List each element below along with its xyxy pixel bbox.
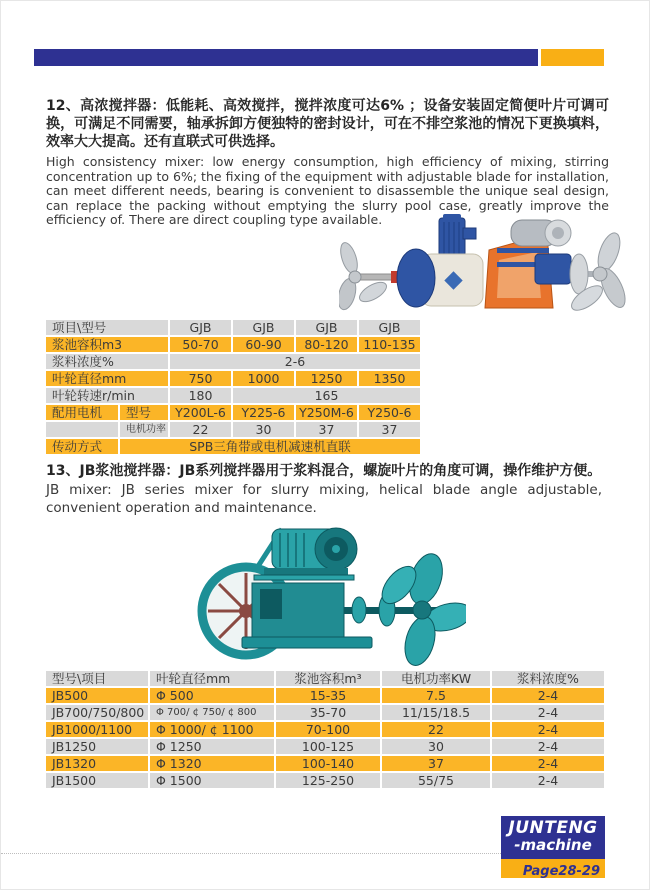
table-cell: 2-4 — [492, 722, 604, 737]
jb-spec-table — [44, 669, 606, 790]
logo-brand-box — [501, 816, 605, 859]
table-cell: 37 — [296, 422, 357, 437]
company-logo — [501, 816, 605, 878]
table-cell: 110-135 — [359, 337, 420, 352]
table-cell: 2-4 — [492, 739, 604, 754]
table-row — [46, 773, 604, 788]
table-cell: JB500 — [46, 688, 148, 703]
table-cell: 60-90 — [233, 337, 294, 352]
table-cell: 配用电机 — [46, 405, 118, 420]
table-row — [46, 422, 420, 437]
table-cell: JB1250 — [46, 739, 148, 754]
logo-brand-name: JUNTENG — [508, 818, 598, 838]
table-cell: Y250M-6 — [296, 405, 357, 420]
table-cell: 浆料浓度% — [492, 671, 604, 686]
table-cell: GJB — [296, 320, 357, 335]
table-cell: GJB — [233, 320, 294, 335]
section12-description-en: High consistency mixer: low energy consumption, high efficiency of mixing, stirring concentration up to 6%; the fixing of the equipment with adjustable blade for installation, can meet different needs, bearing is convenient to disassemble the unique seal design, can replace the packing without emptying the slurry pool case, greatly improve the efficiency of. There are direct coupling type available. — [46, 154, 609, 228]
table-cell: 型号 — [120, 405, 168, 420]
table-cell: 100-140 — [276, 756, 380, 771]
table-row — [46, 405, 420, 420]
table-row — [46, 371, 420, 386]
table-cell: SPB三角带或电机减速机直联 — [120, 439, 420, 454]
spec-table — [44, 318, 422, 456]
table-cell: 1000 — [233, 371, 294, 386]
table-row — [46, 337, 420, 352]
table-cell: 浆料浓度% — [46, 354, 168, 369]
table-cell: 叶轮直径mm — [46, 371, 168, 386]
table-cell: Y225-6 — [233, 405, 294, 420]
table-row — [46, 739, 604, 754]
frame-mounted-mixer-illustration — [485, 220, 626, 315]
table-cell: 2-6 — [170, 354, 420, 369]
table-cell: 22 — [170, 422, 231, 437]
logo-page-box — [501, 859, 605, 878]
table-cell: JB1320 — [46, 756, 148, 771]
table-cell: 1350 — [359, 371, 420, 386]
table-cell: 750 — [170, 371, 231, 386]
table-cell: 2-4 — [492, 756, 604, 771]
logo-brand-suffix: -machine — [514, 836, 592, 854]
table-row — [46, 688, 604, 703]
table-cell: 2-4 — [492, 773, 604, 788]
table-row — [46, 320, 420, 335]
table-cell: JB1000/1100 — [46, 722, 148, 737]
table-cell: 2-4 — [492, 688, 604, 703]
table-row — [46, 722, 604, 737]
section12-heading-cn: 12、高浓搅拌器：低能耗、高效搅拌，搅拌浓度可达6% ；设备安装固定简便叶片可调可换，可满足不同需要，轴承拆卸方便独特的密封设计，可在不排空浆池的情况下更换填料，效率大大提高。还有直联式可供选择。 — [46, 98, 609, 150]
table-cell: 22 — [382, 722, 490, 737]
table-row — [46, 388, 420, 403]
table-cell: 55/75 — [382, 773, 490, 788]
table-cell: 浆池容积m³ — [276, 671, 380, 686]
table-cell: Φ 700/ ¢ 750/ ¢ 800 — [150, 705, 274, 720]
table-cell: Y200L-6 — [170, 405, 231, 420]
table-cell: 11/15/18.5 — [382, 705, 490, 720]
table-row — [46, 439, 420, 454]
table-cell: 电机功率 — [120, 422, 168, 437]
table-cell: 型号\项目 — [46, 671, 148, 686]
section13-description-en: JB mixer: JB series mixer for slurry mixing, helical blade angle adjustable, convenient operation and maintenance. — [46, 482, 602, 516]
jb-mixer-photo — [194, 523, 466, 669]
table-cell: 165 — [233, 388, 420, 403]
table-row — [46, 756, 604, 771]
table-cell: 100-125 — [276, 739, 380, 754]
table-cell: 125-250 — [276, 773, 380, 788]
table-cell — [46, 422, 118, 437]
table-cell: 2-4 — [492, 705, 604, 720]
table-cell: 项目\型号 — [46, 320, 168, 335]
page-number: Page28-29 — [522, 864, 600, 879]
table-cell: 7.5 — [382, 688, 490, 703]
table-row — [46, 671, 604, 686]
jb-mixer-illustration — [202, 528, 466, 669]
table-cell: Φ 1000/ ¢ 1100 — [150, 722, 274, 737]
table-cell: Φ 500 — [150, 688, 274, 703]
table-cell: Y250-6 — [359, 405, 420, 420]
table-cell: 80-120 — [296, 337, 357, 352]
table-cell: JB700/750/800 — [46, 705, 148, 720]
footer-divider-line — [1, 853, 503, 854]
table-cell: 叶轮直径mm — [150, 671, 274, 686]
table-cell: JB1500 — [46, 773, 148, 788]
table-cell: 50-70 — [170, 337, 231, 352]
table-cell: GJB — [170, 320, 231, 335]
table-cell: 180 — [170, 388, 231, 403]
table-cell: 电机功率KW — [382, 671, 490, 686]
table-cell: 37 — [359, 422, 420, 437]
table-cell: 传动方式 — [46, 439, 118, 454]
spec-table — [44, 669, 606, 790]
table-row — [46, 705, 604, 720]
table-cell: 叶轮转速r/min — [46, 388, 168, 403]
table-cell: 15-35 — [276, 688, 380, 703]
table-cell: Φ 1250 — [150, 739, 274, 754]
gjb-spec-table — [44, 318, 422, 456]
table-cell: 37 — [382, 756, 490, 771]
table-cell: 浆池容积m3 — [46, 337, 168, 352]
header-band-yellow — [541, 49, 604, 66]
table-cell: 30 — [233, 422, 294, 437]
direct-drive-mixer-illustration — [339, 214, 483, 312]
table-row — [46, 354, 420, 369]
table-cell: Φ 1500 — [150, 773, 274, 788]
table-cell: 30 — [382, 739, 490, 754]
header-band-blue — [34, 49, 538, 66]
table-cell: 35-70 — [276, 705, 380, 720]
section13-heading-cn: 13、JB浆池搅拌器：JB系列搅拌器用于浆料混合，螺旋叶片的角度可调，操作维护方便。 — [46, 463, 602, 479]
gjb-mixer-photo — [339, 214, 626, 318]
table-cell: 1250 — [296, 371, 357, 386]
table-cell: GJB — [359, 320, 420, 335]
table-cell: Φ 1320 — [150, 756, 274, 771]
table-cell: 70-100 — [276, 722, 380, 737]
